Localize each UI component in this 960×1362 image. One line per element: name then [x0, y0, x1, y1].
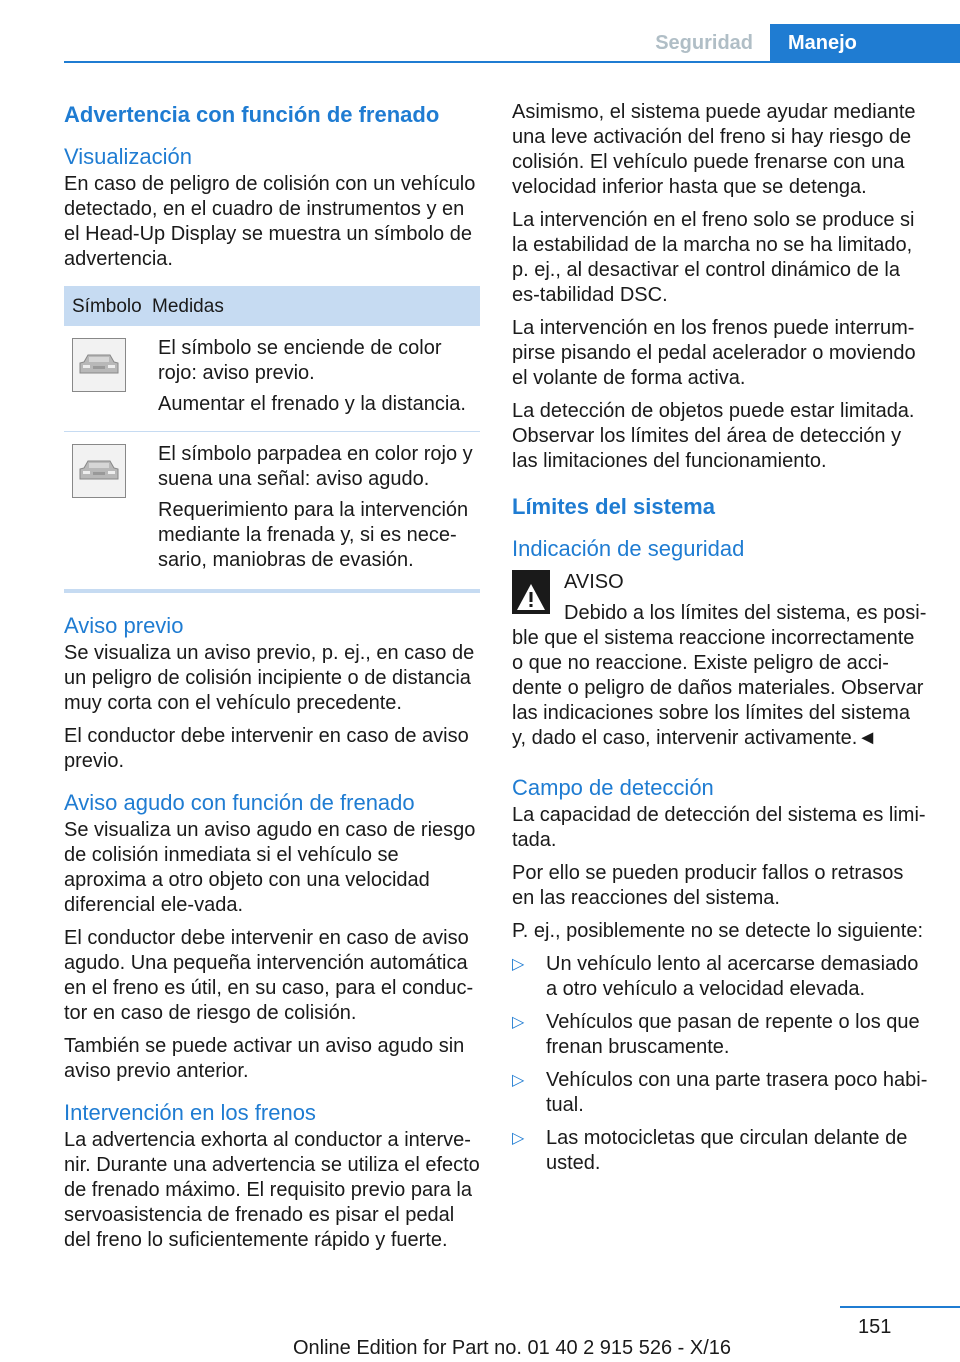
header-rule [64, 61, 960, 63]
edition-text: Online Edition for Part no. 01 40 2 915 526 - X/16 [292, 1337, 732, 1359]
measure-text: Requerimiento para la intervención mediante la frenada y, si es nece-sario, maniobras de evasión. [158, 499, 469, 571]
section-title: Advertencia con función de frenado [64, 102, 440, 127]
paragraph: Se visualiza un aviso agudo en caso de riesgo de colisión inmediata si el vehículo se aproxima a otro objeto con una velocidad diferencial ele-vada. [64, 819, 476, 916]
column-header-symbol: Símbolo [72, 295, 142, 317]
bullet-triangle-icon: ▷ [512, 1072, 525, 1089]
paragraph: La intervención en el freno solo se produce si la estabilidad de la marcha no se ha limitado, p. ej., al desactivar el control dinámico de la es-tabilidad DSC. [512, 209, 915, 306]
paragraph: Por ello se pueden producir fallos o retrasos en las reacciones del sistema. [512, 862, 904, 909]
measure-text: El símbolo parpadea en color rojo y suena una señal: aviso agudo. [158, 443, 473, 490]
car-warning-icon [72, 444, 126, 498]
footer-rule [840, 1306, 960, 1308]
warning-text: Debido a los límites del sistema, es posi-ble que el sistema reaccione incorrectamente o que no reaccione. Existe peligro de acci-dente o peligro de daños materiales. Observar las indicaciones sobre los límites del sistema y, dado el caso, intervenir activamente.◄ [512, 602, 927, 749]
section-limites: Límites del sistema [512, 494, 715, 519]
paragraph: También se puede activar un aviso agudo sin aviso previo anterior. [64, 1035, 465, 1082]
list-item: ▷ Un vehículo lento al acercarse demasiado a otro vehículo a velocidad elevada. [512, 953, 919, 1000]
paragraph: La intervención en los frenos puede interrum-pirse pisando el pedal acelerador o moviendo el volante de forma activa. [512, 317, 916, 389]
page-number: 151 [858, 1316, 892, 1338]
table-row [64, 432, 480, 593]
symbol-table [64, 286, 480, 593]
warning-block [512, 570, 928, 751]
list-item: ▷ Vehículos con una parte trasera poco habi-tual. [512, 1069, 928, 1116]
paragraph: La detección de objetos puede estar limitada. Observar los límites del área de detección y las limitaciones del funcionamiento. [512, 400, 915, 472]
column-header-measures: Medidas [152, 295, 224, 317]
list-item: ▷ Vehículos que pasan de repente o los que frenan bruscamente. [512, 1011, 920, 1058]
subsection-aviso-previo: Aviso previo [64, 613, 184, 638]
subsection-campo-deteccion: Campo de detección [512, 775, 714, 800]
bullet-triangle-icon: ▷ [512, 1130, 525, 1147]
paragraph: Asimismo, el sistema puede ayudar mediante una leve activación del freno si hay riesgo de colisión. El vehículo puede frenarse con una velocidad inferior hasta que se detenga. [512, 101, 916, 198]
tab-manejo[interactable]: Manejo [770, 24, 960, 62]
paragraph: P. ej., posiblemente no se detecte lo siguiente: [512, 920, 924, 942]
left-column [64, 100, 480, 1261]
list-item: ▷ Las motocicletas que circulan delante de usted. [512, 1127, 908, 1174]
subsection-indicacion-seguridad: Indicación de seguridad [512, 536, 745, 561]
paragraph: Se visualiza un aviso previo, p. ej., en caso de un peligro de colisión incipiente o de distancia muy corta con el vehículo precedente. [64, 642, 475, 714]
subsection-intervencion-frenos: Intervención en los frenos [64, 1100, 316, 1125]
measure-text: El símbolo se enciende de color rojo: aviso previo. [158, 337, 442, 384]
paragraph: En caso de peligro de colisión con un vehículo detectado, en el cuadro de instrumentos y en el Head-Up Display se muestra un símbolo de advertencia. [64, 173, 476, 270]
warning-triangle-icon [512, 570, 550, 614]
right-column [512, 100, 928, 1184]
car-warning-icon [72, 338, 126, 392]
table-row [64, 326, 480, 432]
paragraph: El conductor debe intervenir en caso de aviso agudo. Una pequeña intervención automática en el freno es útil, en su caso, para el conduc-tor en caso de riesgo de colisión. [64, 927, 474, 1024]
paragraph: La advertencia exhorta al conductor a interve-nir. Durante una advertencia se utiliza el efecto de frenado máximo. El requisito previo para la servoasistencia de frenado es pisar el pedal del freno lo suficientemente rápido y fuerte. [64, 1129, 480, 1251]
tab-seguridad[interactable]: Seguridad [655, 31, 753, 54]
chapter-tabs [638, 24, 960, 62]
bullet-list [512, 952, 928, 1176]
measure-text: Aumentar el frenado y la distancia. [158, 393, 466, 415]
subsection-aviso-agudo: Aviso agudo con función de frenado [64, 790, 415, 815]
subsection-visualizacion: Visualización [64, 144, 193, 169]
bullet-triangle-icon: ▷ [512, 956, 525, 973]
table-header [64, 286, 480, 326]
paragraph: La capacidad de detección del sistema es limi-tada. [512, 804, 926, 851]
bullet-triangle-icon: ▷ [512, 1014, 525, 1031]
paragraph: El conductor debe intervenir en caso de aviso previo. [64, 725, 469, 772]
warning-label: AVISO [564, 571, 624, 593]
edition-footer [0, 1337, 960, 1360]
